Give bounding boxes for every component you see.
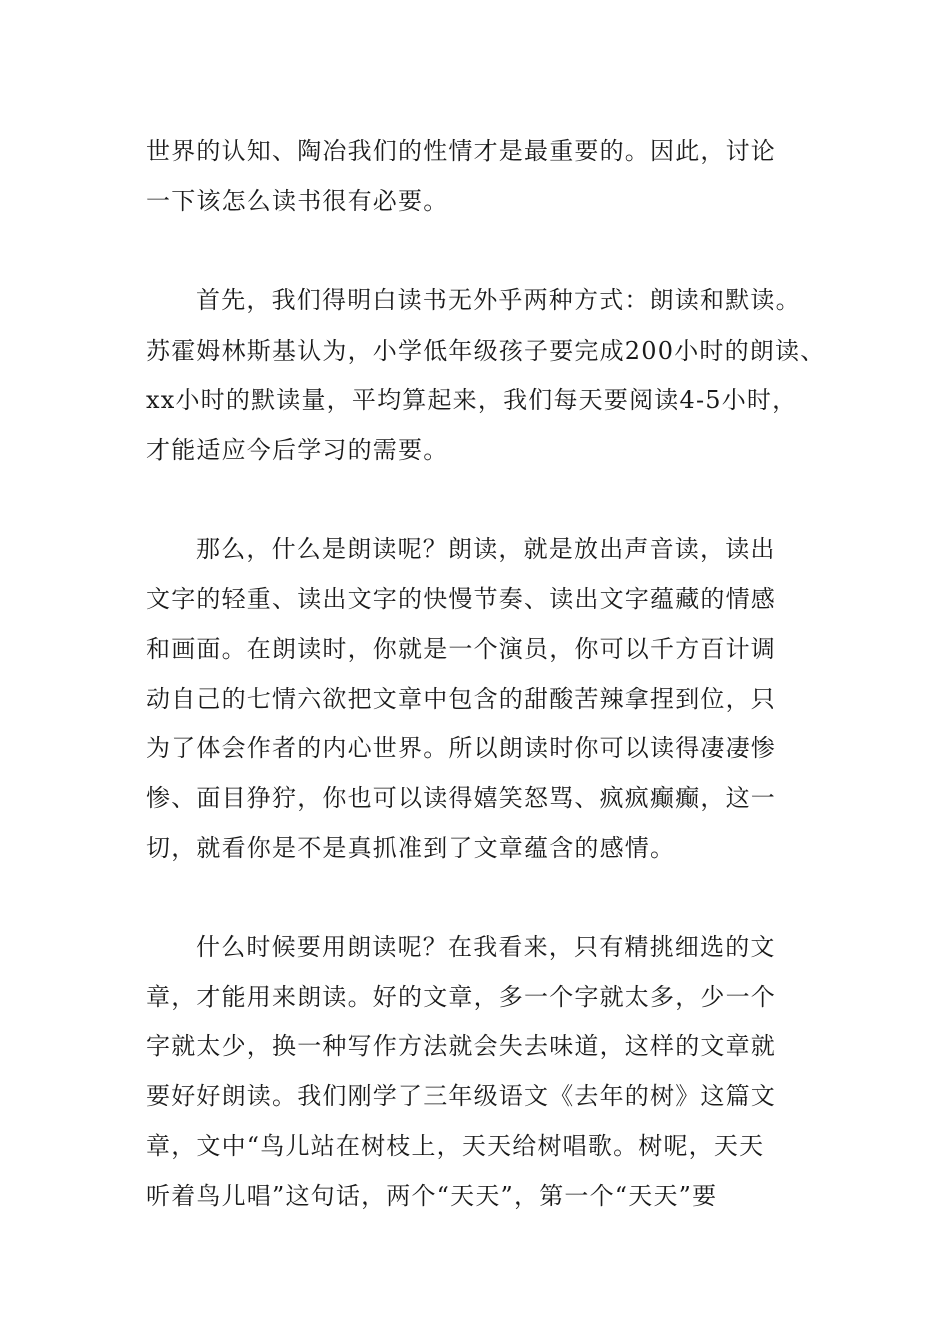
paragraph-4-line-2: 章，才能用来朗读。好的文章，多一个字就太多，少一个 <box>146 983 776 1011</box>
paragraph-3-line-5: 为了体会作者的内心世界。所以朗读时你可以读得凄凄惨 <box>146 734 776 762</box>
paragraph-2-line-1: 首先，我们得明白读书无外乎两种方式：朗读和默读。 <box>196 286 801 314</box>
paragraph-3-line-7: 切，就看你是不是真抓准到了文章蕴含的感情。 <box>146 834 676 862</box>
paragraph-4-line-4: 要好好朗读。我们刚学了三年级语文《去年的树》这篇文 <box>146 1082 776 1110</box>
paragraph-4-line-3: 字就太少，换一种写作方法就会失去味道，这样的文章就 <box>146 1032 776 1060</box>
paragraph-3-line-2: 文字的轻重、读出文字的快慢节奏、读出文字蕴藏的情感 <box>146 585 776 613</box>
paragraph-3-line-1: 那么，什么是朗读呢？朗读，就是放出声音读，读出 <box>196 535 776 563</box>
paragraph-2-line-4: 才能适应今后学习的需要。 <box>146 436 449 464</box>
paragraph-2-line-3: xx小时的默读量，平均算起来，我们每天要阅读4-5小时， <box>146 386 798 414</box>
paragraph-4-line-6: 听着鸟儿唱”这句话，两个“天天”，第一个“天天”要 <box>146 1182 718 1210</box>
paragraph-1-line-2: 一下该怎么读书很有必要。 <box>146 187 449 215</box>
paragraph-3-line-4: 动自己的七情六欲把文章中包含的甜酸苦辣拿捏到位，只 <box>146 685 776 713</box>
paragraph-4-line-1: 什么时候要用朗读呢？在我看来，只有精挑细选的文 <box>196 933 776 961</box>
paragraph-4-line-5: 章，文中“鸟儿站在树枝上，天天给树唱歌。树呢，天天 <box>146 1132 765 1160</box>
paragraph-3-line-6: 惨、面目狰狞，你也可以读得嬉笑怒骂、疯疯癫癫，这一 <box>146 784 776 812</box>
paragraph-3-line-3: 和画面。在朗读时，你就是一个演员，你可以千方百计调 <box>146 635 776 663</box>
paragraph-1-line-1: 世界的认知、陶冶我们的性情才是最重要的。因此，讨论 <box>146 137 776 165</box>
paragraph-2-line-2: 苏霍姆林斯基认为，小学低年级孩子要完成200小时的朗读、 <box>146 337 826 365</box>
